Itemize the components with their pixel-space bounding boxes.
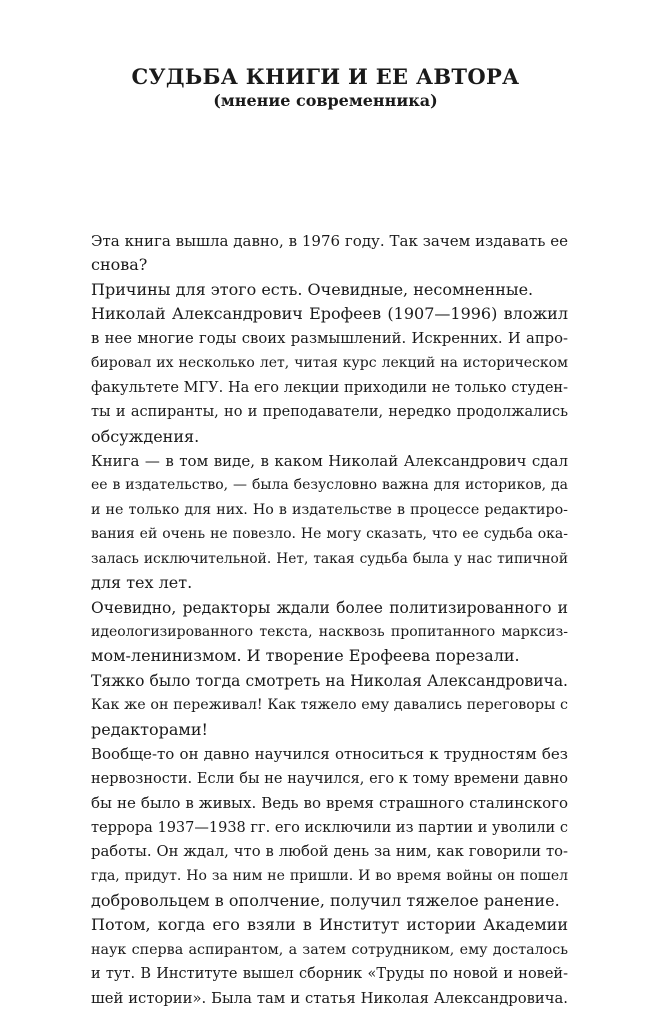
text-line: Как же он переживал! Как тяжело ему давались переговоры с <box>91 697 568 714</box>
text-line: факультете МГУ. На его лекции приходили не только студен- <box>91 379 568 396</box>
text-line: для тех лет. <box>91 573 193 593</box>
text-line: наук сперва аспирантом, а затем сотрудником, ему досталось <box>91 941 568 958</box>
text-line: и тут. В Институте вышел сборник «Труды по новой и новей- <box>91 966 568 983</box>
text-line: нервозности. Если бы не научился, его к тому времени давно <box>91 770 568 787</box>
text-line: Причины для этого есть. Очевидные, несомненные. <box>91 279 534 299</box>
text-line: залась исключительной. Нет, такая судьба была у нас типичной <box>91 550 568 567</box>
text-line: и не только для них. Но в издательстве в процессе редактиро- <box>91 501 568 518</box>
text-line: Потом, когда его взяли в Институт истории Академии <box>91 915 568 935</box>
text-line: Книга — в том виде, в каком Николай Александрович сдал <box>91 451 568 470</box>
body-text <box>91 229 568 1011</box>
text-line: Эта книга вышла давно, в 1976 году. Так зачем издавать ее <box>91 232 568 250</box>
text-line: Очевидно, редакторы ждали более политизированного и <box>91 598 568 617</box>
text-line: бировал их несколько лет, читая курс лекций на историческом <box>91 355 568 372</box>
text-line: обсуждения. <box>91 426 200 446</box>
text-line: Тяжко было тогда смотреть на Николая Александровича. <box>91 671 568 690</box>
text-line: Вообще-то он давно научился относиться к трудностям без <box>91 745 568 764</box>
text-line: террора 1937—1938 гг. его исключили из партии и уволили с <box>91 819 568 836</box>
text-line: шей истории». Была там и статья Николая Александровича. <box>91 989 568 1007</box>
text-line: редакторами! <box>91 719 208 739</box>
text-line: мом-ленинизмом. И творение Ерофеева порезали. <box>91 646 520 666</box>
text-line: в нее многие годы своих размышлений. Искренних. И апро- <box>91 329 568 347</box>
text-line: бы не было в живых. Ведь во время страшного сталинского <box>91 794 568 813</box>
text-line: ее в издательство, — была безусловно важна для историков, да <box>91 477 568 494</box>
text-line: гда, придут. Но за ним не пришли. И во время войны он пошел <box>91 868 568 885</box>
text-line: снова? <box>91 255 148 275</box>
text-line: ты и аспиранты, но и преподаватели, нередко продолжались <box>91 404 568 421</box>
text-line: идеологизированного текста, насквозь пропитанного марксиз- <box>91 624 568 640</box>
text-line: Николай Александрович Ерофеев (1907—1996) вложил <box>91 304 568 324</box>
chapter-subtitle: (мнение современника) <box>213 91 438 110</box>
chapter-title: СУДЬБА КНИГИ И ЕЕ АВТОРА <box>131 64 520 89</box>
text-line: работы. Он ждал, что в любой день за ним, как говорили то- <box>91 842 568 860</box>
text-line: вания ей очень не повезло. Не могу сказать, что ее судьба ока- <box>91 526 568 543</box>
text-line: добровольцем в ополчение, получил тяжелое ранение. <box>91 890 560 910</box>
